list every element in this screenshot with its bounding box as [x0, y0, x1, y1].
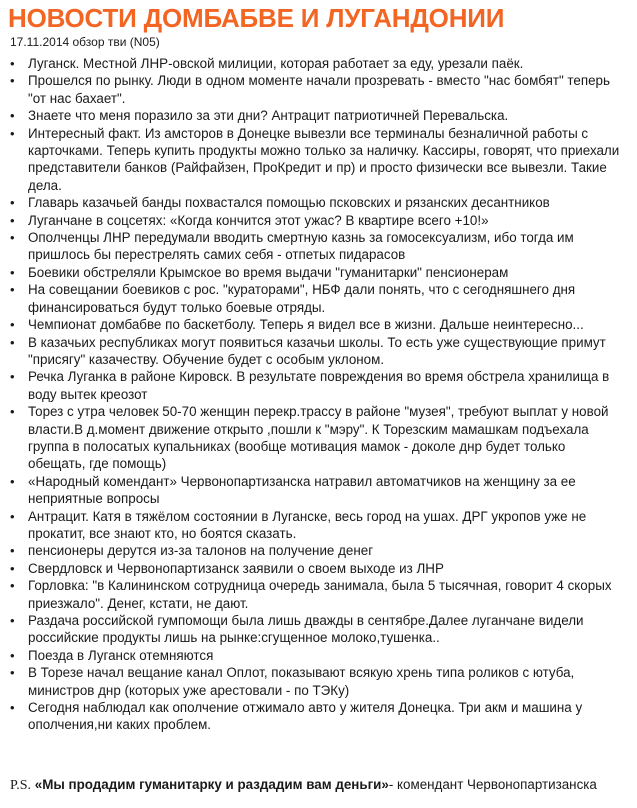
- news-item-text: Поезда в Луганск отемняются: [28, 647, 214, 663]
- news-item-text: Ополченцы ЛНР передумали вводить смертную казнь за гомосексуализм, ибо тогда им пришлось бы перестрелять самих себя - отпетых пидарасов: [28, 230, 574, 263]
- news-item-text: Боевики обстреляли Крымское во время выдачи "гуманитарки" пенсионерам: [28, 264, 509, 280]
- news-item-text: Прошелся по рынку. Люди в одном моменте начали прозревать - вместо "нас бомбят" теперь "от нас бахает".: [28, 73, 610, 106]
- news-item: [0, 55, 637, 72]
- bullet-icon: •: [10, 369, 15, 385]
- news-item: [0, 647, 637, 664]
- bullet-icon: •: [10, 317, 15, 333]
- ps-attribution: - комендант Червонопартизанска: [388, 777, 597, 792]
- news-item: [0, 334, 637, 369]
- news-item: [0, 194, 637, 211]
- news-item-text: Знаете что меня поразило за эти дни? Антрацит патриотичней Перевальска.: [28, 108, 509, 124]
- bullet-icon: •: [10, 700, 15, 716]
- news-item: [0, 107, 637, 124]
- news-item-text: Сегодня наблюдал как ополчение отжимало авто у жителя Донецка. Три акм и машина у ополчения,ни каких проблем.: [28, 700, 583, 733]
- news-item: [0, 212, 637, 229]
- news-item-text: Торез с утра человек 50-70 женщин перекр.трассу в районе "музея", требуют выплат у новой власти.В д.момент движение открыто ,пошли к "мэру". К Торезским мамашкам подъехала группа в полосатых купальниках (вообще мотивация мамок - доколе днр будет только обещать, где помощь): [28, 404, 609, 472]
- news-item-text: Луганчане в соцсетях: «Когда кончится этот ужас? В квартире всего +10!»: [28, 212, 489, 228]
- news-item: [0, 316, 637, 333]
- date-subtitle: 17.11.2014 обзор тви (N05): [10, 35, 160, 49]
- news-item-text: «Народный комендант» Червонопартизанска натравил автоматчиков на женщину за ее неприятные вопросы: [28, 473, 576, 507]
- bullet-icon: •: [10, 334, 15, 350]
- news-item-text: В Торезе начал вещание канал Оплот, показывают всякую хрень типа роликов с ютуба, министров днр (которых уже арестовали - по ТЭКу): [28, 665, 575, 698]
- news-item-text: Раздача российской гумпомощи была лишь дважды в сентябре.Далее луганчане видели российские продукты лишь на рынке:сгущенное молоко,тушенка..: [28, 613, 584, 646]
- news-list: [0, 55, 637, 734]
- bullet-icon: •: [10, 125, 15, 141]
- page-title: НОВОСТИ ДОМБАБВЕ И ЛУГАНДОНИИ: [8, 3, 505, 33]
- ps-label: P.S.: [10, 778, 32, 793]
- bullet-icon: •: [10, 195, 15, 211]
- bullet-icon: •: [10, 647, 15, 663]
- bullet-icon: •: [10, 560, 15, 576]
- bullet-icon: •: [10, 578, 15, 594]
- bullet-icon: •: [10, 212, 15, 228]
- bullet-icon: •: [10, 264, 15, 280]
- bullet-icon: •: [10, 665, 15, 681]
- news-item: [0, 368, 637, 403]
- news-item-text: Антрацит. Катя в тяжёлом состоянии в Луганске, весь город на ушах. ДРГ укропов уже не прокатит, все знают кто, но боятся сказать.: [28, 508, 587, 541]
- news-item: [0, 560, 637, 577]
- bullet-icon: •: [10, 56, 15, 71]
- postscript: [10, 776, 597, 795]
- news-item-text: На совещании боевиков с рос. "кураторами", НБФ дали понять, что с сегодняшнего дня финансироваться будут только боевые отряды.: [28, 282, 576, 315]
- news-item: [0, 229, 637, 264]
- bullet-icon: •: [10, 404, 15, 420]
- news-item: [0, 473, 637, 508]
- news-item: [0, 125, 637, 195]
- news-item-text: В казачьих республиках могут появиться казачьи школы. То есть уже существующие примут "присягу" казачеству. Обучение будет с особым уклоном.: [28, 334, 606, 367]
- news-item-text: Свердловск и Червонопартизанск заявили о своем выходе из ЛНР: [28, 560, 444, 576]
- news-item-text: Интересный факт. Из амсторов в Донецке вывезли все терминалы безналичной работы с карточками. Теперь купить продукты можно только за наличку. Кассиры, говорят, что приехали представители банков (Райфайзен, ПроКредит и пр) и просто физически все вывезли. Такие дела.: [28, 125, 620, 193]
- bullet-icon: •: [10, 230, 15, 246]
- bullet-icon: •: [10, 508, 15, 524]
- news-item: [0, 577, 637, 612]
- bullet-icon: •: [10, 473, 15, 489]
- news-item: [0, 542, 637, 559]
- news-item-text: Горловка: "в Калининском сотрудница очередь занимала, была 5 тысячная, говорит 4 скорых приезжало". Денег, кстати, не дают.: [28, 578, 612, 611]
- bullet-icon: •: [10, 543, 15, 559]
- news-item: [0, 508, 637, 543]
- news-item-text: Главарь казачьей банды похвастался помощью псковских и рязанских десантников: [28, 195, 550, 211]
- news-item: [0, 72, 637, 107]
- bullet-icon: •: [10, 73, 15, 89]
- news-item-text: Луганск. Местной ЛНР-овской милиции, которая работает за еду, урезали паёк.: [28, 56, 524, 71]
- news-item: [0, 264, 637, 281]
- news-item: [0, 664, 637, 699]
- bullet-icon: •: [10, 282, 15, 298]
- news-item-text: Чемпионат домбабве по баскетболу. Теперь я видел все в жизни. Дальше неинтересно...: [28, 317, 584, 333]
- bullet-icon: •: [10, 613, 15, 628]
- ps-quote: «Мы продадим гуманитарку и раздадим вам деньги»: [34, 777, 389, 792]
- news-item: [0, 612, 637, 647]
- news-item: [0, 281, 637, 316]
- bullet-icon: •: [10, 108, 15, 124]
- news-item: [0, 403, 637, 473]
- news-item-text: Речка Луганка в районе Кировск. В результате повреждения во время обстрела хранилища в воду вытек креозот: [28, 369, 610, 402]
- news-item-text: пенсионеры дерутся из-за талонов на получение денег: [28, 543, 374, 559]
- news-item: [0, 699, 637, 734]
